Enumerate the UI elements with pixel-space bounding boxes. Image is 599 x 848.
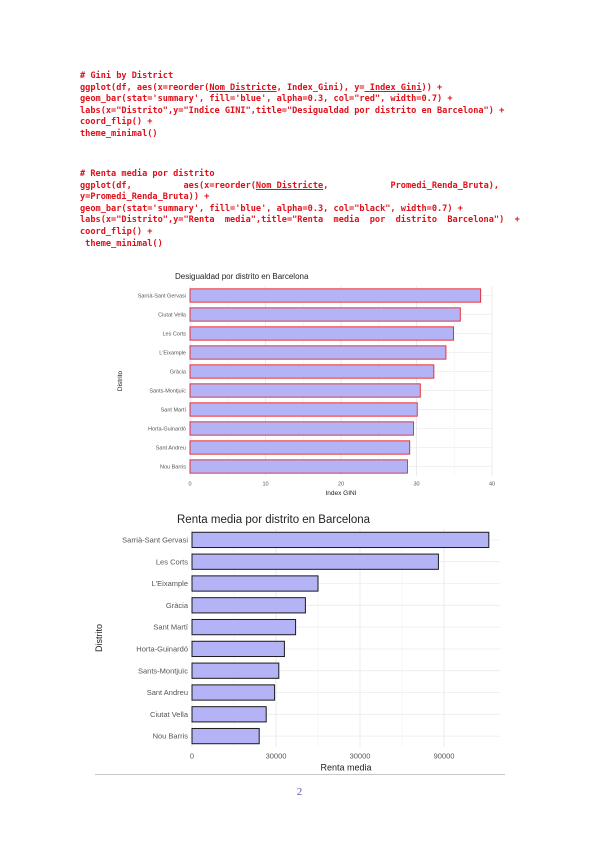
axis-label: Index GINI [325, 490, 357, 497]
category-label: Sant Martí [153, 622, 188, 632]
bar [192, 641, 284, 656]
bar [190, 384, 420, 397]
bar [192, 663, 279, 678]
code-segment: ggplot(df, aes(x=reorder( [80, 180, 256, 191]
tick-label: 30 [413, 481, 420, 488]
code-line [80, 83, 504, 95]
code-line [80, 181, 520, 193]
code-line [80, 106, 504, 118]
category-label: Les Corts [155, 557, 188, 567]
category-label: Sarrià-Sant Gervasi [122, 535, 188, 545]
code-segment: Nom_Districte [255, 180, 324, 191]
bar [192, 707, 266, 722]
category-label: Sant Martí [160, 407, 186, 414]
chart-title: Renta media por distrito en Barcelona [177, 514, 371, 526]
footer-rule [95, 774, 505, 775]
chart-gini [100, 268, 500, 497]
category-label: L'Eixample [151, 579, 188, 589]
code-segment: coord_flip() + [80, 117, 153, 128]
code-segment: coord_flip() + [80, 226, 153, 237]
bar [190, 346, 446, 359]
tick-label: 0 [188, 481, 192, 488]
tick-label: 0 [189, 751, 195, 761]
bar [190, 460, 407, 473]
code-line [80, 204, 520, 216]
category-label: Sants-Montjuïc [137, 666, 188, 676]
bar [190, 308, 460, 321]
code-block-gini [80, 71, 504, 141]
code-segment: labs(x="Distrito",y="Indice GINI",title="Desigualdad por distrito en Barcelona") + [80, 105, 505, 116]
code-line [80, 227, 520, 239]
bar [190, 422, 413, 435]
tick-label: 90000 [433, 751, 455, 761]
tick-label: 40 [488, 481, 496, 488]
code-segment: y=Promedi_Renda_Bruta)) + [80, 192, 210, 203]
bar [192, 685, 275, 700]
category-label: Horta-Guinardó [136, 644, 188, 654]
code-block-renta [80, 169, 520, 250]
category-label: Ciutat Vella [150, 709, 188, 719]
bar [192, 728, 259, 743]
category-label: Gràcia [169, 369, 186, 376]
category-label: Gràcia [165, 600, 188, 610]
code-line [80, 129, 504, 141]
code-line [80, 239, 520, 251]
code-segment: # Gini by District [80, 71, 174, 81]
tick-label: 10 [262, 481, 269, 488]
code-segment: Nom_Districte [209, 82, 277, 93]
category-label: Sarrià-Sant Gervasi [137, 293, 186, 300]
code-line [80, 192, 520, 204]
code-segment: )) + [421, 82, 443, 93]
code-segment: geom_bar(stat='summary', fill='blue', alpha=0.3, col="black", width=0.7) + [80, 203, 463, 214]
category-label: L'Eixample [159, 350, 186, 357]
tick-label: 20 [337, 481, 345, 488]
bar [190, 365, 434, 378]
category-label: Nou Barris [160, 464, 186, 471]
page-number: 2 [296, 786, 303, 798]
axis-label: Distrito [117, 370, 124, 392]
chart-renta [88, 510, 508, 772]
code-line [80, 169, 520, 181]
code-segment: ggplot(df, aes(x=reorder( [80, 82, 210, 93]
chart-title: Desigualdad por distrito en Barcelona [175, 272, 309, 281]
axis-label: Distrito [94, 623, 104, 653]
code-line [80, 215, 520, 227]
code-line [80, 117, 504, 129]
tick-label: 30000 [265, 751, 287, 761]
bar [190, 441, 410, 454]
category-label: Les Corts [162, 331, 186, 338]
bar [190, 403, 417, 416]
category-label: Horta-Guinardó [148, 426, 186, 433]
bar [192, 554, 438, 569]
code-segment: # Renta media por distrito [80, 169, 215, 179]
axis-label: Renta media [320, 762, 372, 773]
code-segment: theme_minimal() [80, 128, 158, 139]
tick-label: 30000 [349, 751, 371, 761]
category-label: Sants-Montjuïc [149, 388, 186, 395]
category-label: Sant Andreu [155, 445, 186, 452]
code-segment: , Index_Gini), y= [276, 82, 365, 93]
category-label: Ciutat Vella [158, 312, 186, 319]
category-label: Nou Barris [152, 731, 188, 741]
code-segment: labs(x="Distrito",y="Renta media",title="Renta media por distrito Barcelona") + [80, 215, 520, 226]
code-segment: theme_minimal() [80, 238, 163, 249]
category-label: Sant Andreu [146, 688, 188, 698]
code-line [80, 94, 504, 106]
bar [192, 619, 296, 634]
code-line [80, 71, 504, 83]
bar [192, 598, 305, 613]
code-segment: geom_bar(stat='summary', fill='blue', alpha=0.3, col="red", width=0.7) + [80, 94, 453, 105]
code-segment: , Promedi_Renda_Bruta), [323, 180, 500, 191]
bar [192, 532, 489, 547]
bar [190, 289, 481, 302]
code-segment: _Index_Gini [364, 82, 422, 93]
bar [190, 327, 453, 340]
bar [192, 576, 318, 591]
